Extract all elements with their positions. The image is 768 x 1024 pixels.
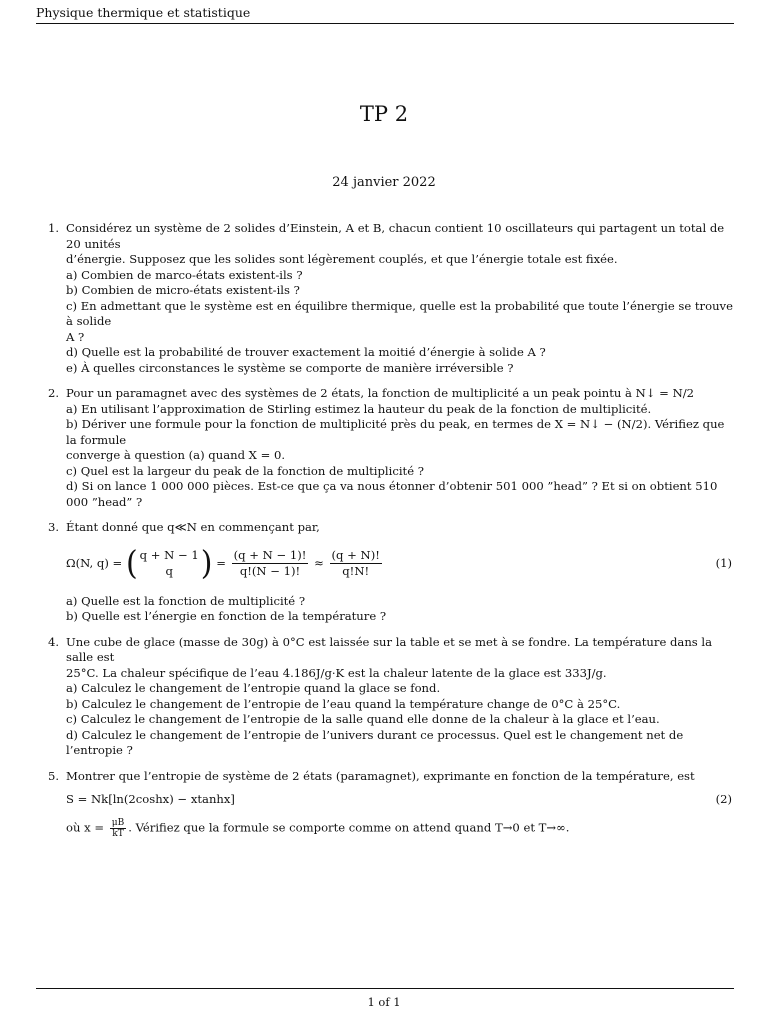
- equation-lhs: Ω(N, q) =: [66, 555, 123, 570]
- definition-suffix: . Vérifiez que la formule se comporte comme on attend quand T→0 et T→∞.: [128, 820, 570, 835]
- problem-text: Étant donné que q≪N en commençant par,: [66, 520, 320, 534]
- question-e: e) À quelles circonstances le système se comporte de manière irréversible ?: [66, 360, 514, 375]
- fraction-1: [232, 548, 309, 580]
- question-c: c) Quel est la largeur du peak de la fonction de multiplicité ?: [66, 463, 424, 478]
- fraction-numerator: (q + N)!: [330, 548, 382, 565]
- question-c: c) En admettant que le système est en équilibre thermique, quelle est la probabilité que toute l’énergie se trouve à solide: [66, 298, 733, 328]
- problem-text: Considérez un système de 2 solides d’Einstein, A et B, chacun contient 10 oscillateurs qui partagent un total de 20 unités: [66, 221, 725, 251]
- question-d: d) Quelle est la probabilité de trouver exactement la moitié d’énergie à solide A ?: [66, 345, 546, 359]
- problem-text: Montrer que l’entropie de système de 2 états (paramagnet), exprimante en fonction de la température, est: [66, 768, 695, 783]
- binomial-top: q + N − 1: [139, 548, 199, 562]
- equals-sign: =: [216, 555, 226, 570]
- binomial-stack: [138, 548, 201, 579]
- footer-rule: [36, 988, 734, 989]
- problem-number: 3.: [48, 520, 60, 534]
- question-b: b) Calculez le changement de l’entropie de l’eau quand la température change de 0°C à 25°C.: [66, 696, 621, 711]
- question-a: a) Quelle est la fonction de multiplicité ?: [66, 593, 306, 608]
- document-date: 24 janvier 2022: [332, 175, 436, 190]
- question-a: a) En utilisant l’approximation de Stirling estimez la hauteur du peak de la fonction de multiplicité.: [66, 401, 652, 416]
- question-d: d) Si on lance 1 000 000 pièces. Est-ce que ça va nous étonner d’obtenir 501 000 ”head” ? Et si on obtient 510 000 ”head” ?: [66, 479, 718, 509]
- fraction-2: [330, 548, 382, 580]
- fraction-denominator: q!N!: [342, 564, 370, 578]
- inline-fraction: [110, 818, 126, 839]
- page-number: 1 of 1: [367, 995, 401, 1009]
- fraction-denominator: kT: [112, 829, 124, 839]
- problem-text: Pour un paramagnet avec des systèmes de 2 états, la fonction de multiplicité a un peak pointu à N↓ = N/2: [66, 386, 694, 400]
- problem-text: d’énergie. Supposez que les solides sont légèrement couplés, et que l’énergie totale est fixée.: [66, 252, 618, 266]
- equation-2: [66, 790, 734, 810]
- binomial: [125, 543, 213, 583]
- equation-1: [66, 542, 734, 586]
- problem-5: [36, 769, 734, 840]
- question-c: c) Calculez le changement de l’entropie de la salle quand elle donne de la chaleur à la glace et l’eau.: [66, 712, 660, 726]
- problem-text: Une cube de glace (masse de 30g) à 0°C est laissée sur la table et se met à se fondre. La température dans la salle est: [66, 634, 713, 664]
- problem-4: [36, 635, 734, 759]
- left-paren: (: [125, 543, 138, 583]
- equation-body: [66, 543, 716, 583]
- problem-3: [36, 520, 734, 625]
- problem-number: 5.: [48, 768, 60, 783]
- equation-number: (1): [715, 555, 732, 570]
- problem-1: [36, 221, 734, 376]
- problem-number: 4.: [48, 634, 60, 649]
- question-b-cont: converge à question (a) quand X = 0.: [66, 448, 286, 462]
- header-rule: [36, 23, 734, 24]
- approx-sign: ≈: [314, 555, 324, 570]
- equation-number: (2): [715, 792, 732, 807]
- fraction-numerator: (q + N − 1)!: [232, 548, 309, 565]
- question-a: a) Combien de marco-états existent-ils ?: [66, 267, 303, 282]
- problem-text: 25°C. La chaleur spécifique de l’eau 4.186J/g·K est la chaleur latente de la glace est 333J/g.: [66, 665, 607, 680]
- fraction-numerator: μB: [111, 818, 125, 828]
- question-c-cont: A ?: [66, 329, 85, 344]
- problem-number: 1.: [48, 221, 60, 235]
- problem-list: [36, 221, 734, 849]
- running-header: Physique thermique et statistique: [36, 5, 251, 20]
- document-title: TP 2: [359, 102, 409, 126]
- equation-body: S = Nk[ln(2coshx) − xtanhx]: [66, 792, 235, 807]
- question-b: b) Combien de micro-états existent-ils ?: [66, 283, 300, 297]
- question-d: d) Calculez le changement de l’entropie de l’univers durant ce processus. Quel est le changement net de l’entropie ?: [66, 727, 684, 757]
- question-b: b) Dériver une formule pour la fonction de multiplicité près du peak, en termes de X = N↓ − (N/2). Vérifiez que la formule: [66, 417, 725, 447]
- right-paren: ): [200, 543, 213, 583]
- definition-prefix: où x =: [66, 820, 105, 835]
- question-b: b) Quelle est l’énergie en fonction de la température ?: [66, 609, 387, 623]
- question-a: a) Calculez le changement de l’entropie quand la glace se fond.: [66, 681, 441, 695]
- fraction-denominator: q!(N − 1)!: [239, 564, 301, 578]
- problem-text: [66, 818, 734, 839]
- problem-2: [36, 386, 734, 510]
- binomial-bottom: q: [165, 563, 173, 578]
- problem-number: 2.: [48, 386, 60, 400]
